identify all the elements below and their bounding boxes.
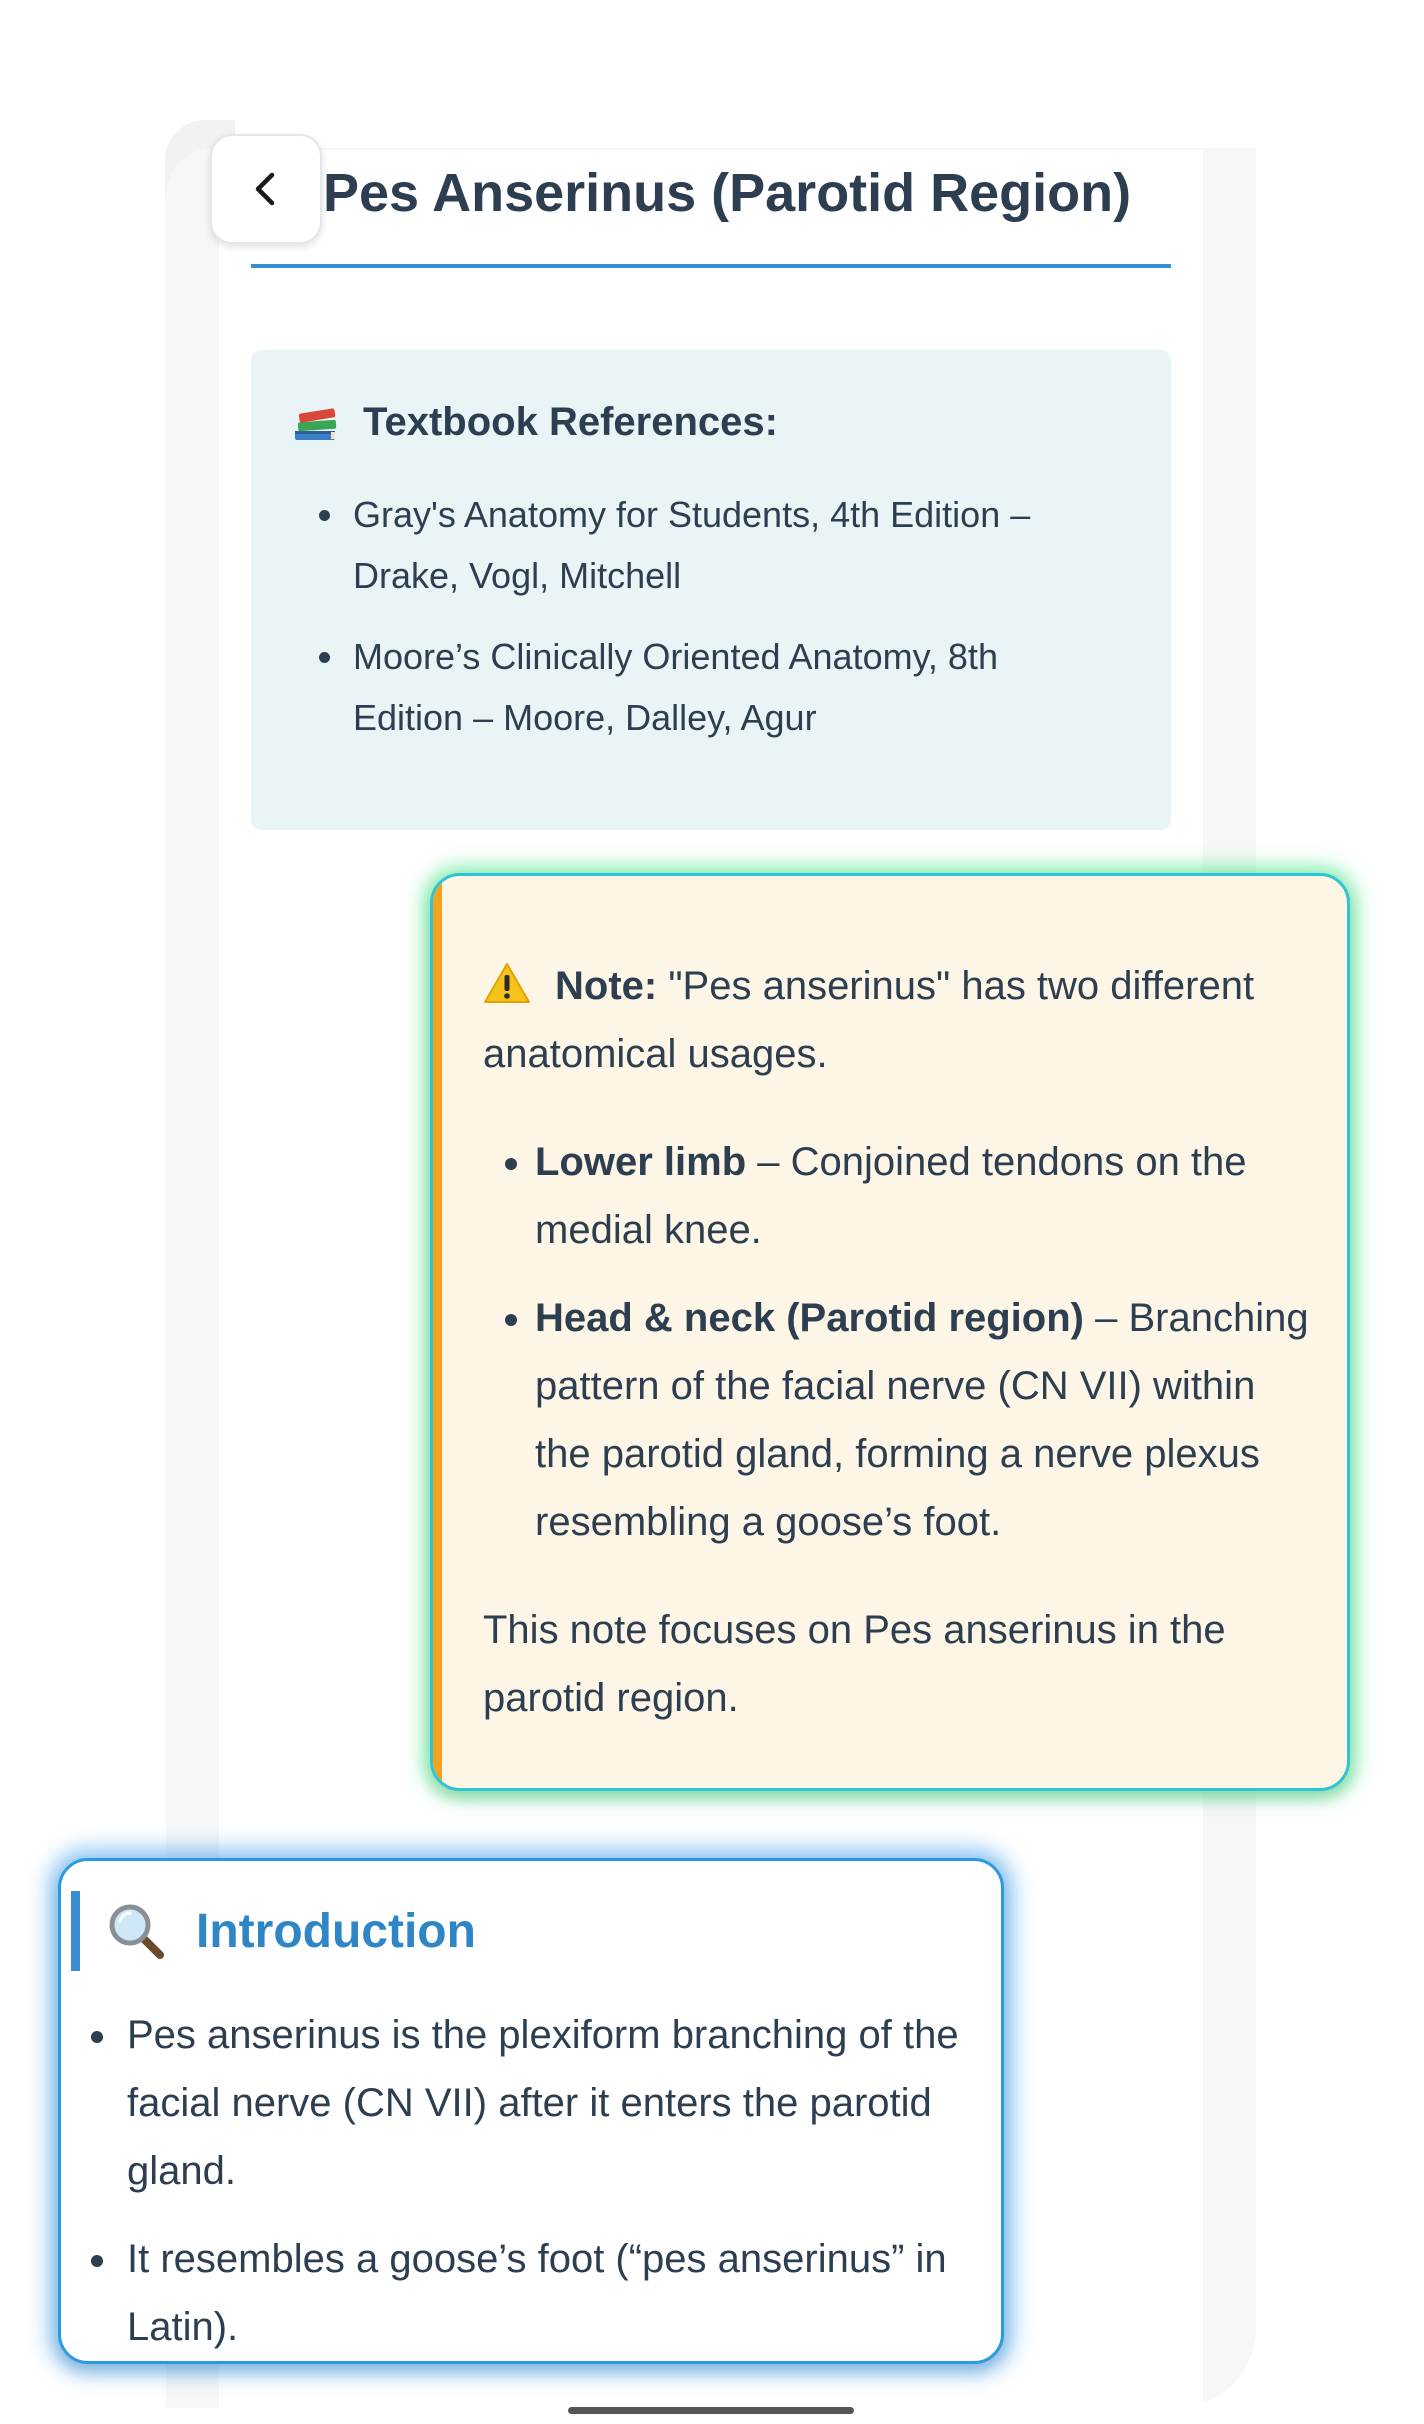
books-icon xyxy=(291,397,341,447)
note-accent-bar xyxy=(433,876,442,1788)
note-usage-term: Lower limb xyxy=(535,1140,747,1184)
introduction-heading-text: Introduction xyxy=(196,1904,476,1958)
note-body xyxy=(483,952,1313,1732)
note-usage-list xyxy=(483,1128,1313,1556)
introduction-card xyxy=(58,1858,1004,2364)
note-usage-item xyxy=(505,1128,1313,1264)
note-usage-term: Head & neck (Parotid region) xyxy=(535,1296,1084,1340)
magnifying-glass-icon xyxy=(106,1901,166,1961)
note-usage-item xyxy=(505,1284,1313,1556)
introduction-list xyxy=(91,2001,971,2381)
back-button[interactable] xyxy=(210,134,322,244)
note-lead-text: "Pes anserinus" has two different anatomical usages. xyxy=(483,964,1255,1076)
introduction-item: Pes anserinus is the plexiform branching of the facial nerve (CN VII) after it enters the parotid gland. xyxy=(91,2001,967,2205)
reference-item: Gray's Anatomy for Students, 4th Edition – Drake, Vogl, Mitchell xyxy=(319,484,1093,606)
page-title: Pes Anserinus (Parotid Region) xyxy=(323,163,1132,223)
note-card xyxy=(430,873,1350,1791)
chevron-left-icon xyxy=(246,169,286,209)
home-indicator[interactable] xyxy=(568,2407,854,2414)
warning-icon xyxy=(483,961,531,1005)
title-divider xyxy=(251,264,1171,268)
note-label: Note: xyxy=(555,964,658,1008)
note-footer: This note focuses on Pes anserinus in the parotid region. xyxy=(483,1608,1226,1720)
introduction-heading xyxy=(71,1891,476,1971)
references-list xyxy=(291,484,1131,748)
references-heading xyxy=(291,394,1131,450)
reference-item: Moore’s Clinically Oriented Anatomy, 8th Edition – Moore, Dalley, Agur xyxy=(319,626,1093,748)
note-usage-text: – Conjoined tendons on the medial knee. xyxy=(535,1140,1247,1252)
references-heading-text: Textbook References: xyxy=(363,400,778,444)
introduction-item: It resembles a goose’s foot (“pes anserinus” in Latin). xyxy=(91,2225,967,2361)
textbook-references-card xyxy=(251,350,1171,830)
note-lead xyxy=(483,952,1313,1088)
note-usage-text: – Branching pattern of the facial nerve (CN VII) within the parotid gland, forming a nerve plexus resembling a goose’s foot. xyxy=(535,1296,1309,1544)
